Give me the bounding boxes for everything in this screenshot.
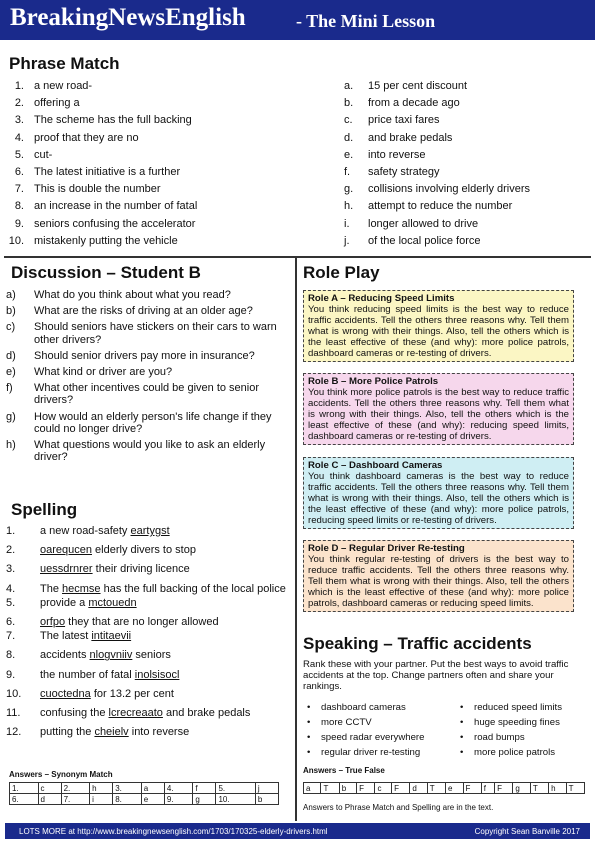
question-letter: g) bbox=[6, 410, 16, 423]
answer-cell: 10. bbox=[216, 794, 255, 805]
lesson-subtitle: - The Mini Lesson bbox=[296, 11, 436, 31]
item-marker: 10. bbox=[8, 234, 24, 247]
item-marker: 5. bbox=[14, 148, 24, 161]
answer-row bbox=[10, 783, 279, 794]
ranking-text: more CCTV bbox=[321, 717, 372, 728]
item-number: 6. bbox=[6, 616, 16, 629]
tf-cell: T bbox=[530, 783, 548, 794]
role-text: You think dashboard cameras is the best way to reduce traffic accidents. Tell the others three reasons why. Tell them what is wrong with their things. Also, tell the others which is the least effective of these (and why): more police patrols, reducing speed limits or re-testing of drivers. bbox=[308, 471, 569, 526]
discussion-question bbox=[6, 366, 290, 378]
spelling-item bbox=[6, 597, 290, 609]
answer-cell: d bbox=[38, 794, 61, 805]
item-text: collisions involving elderly drivers bbox=[368, 183, 531, 196]
discussion-question bbox=[6, 321, 290, 345]
item-marker: 3. bbox=[14, 114, 24, 127]
phrase-match-item bbox=[0, 216, 197, 233]
text-before: confusing the bbox=[40, 707, 109, 720]
phrase-match-item bbox=[344, 181, 530, 198]
item-text: proof that they are no bbox=[34, 131, 139, 144]
scrambled-word: hecmse bbox=[62, 582, 101, 595]
tf-cell: T bbox=[321, 783, 339, 794]
item-marker: 9. bbox=[14, 217, 24, 230]
item-number: 10. bbox=[6, 687, 22, 700]
answer-cell: h bbox=[90, 783, 113, 794]
header-banner bbox=[0, 0, 595, 40]
text-after: and brake pedals bbox=[162, 707, 251, 720]
phrase-match-left-list bbox=[0, 78, 197, 250]
item-number: 4. bbox=[6, 582, 16, 595]
discussion-question bbox=[6, 411, 290, 435]
ranking-text: dashboard cameras bbox=[321, 702, 406, 713]
role-title: Role C – Dashboard Cameras bbox=[308, 460, 443, 471]
role-card bbox=[303, 373, 574, 445]
tf-cell: h bbox=[549, 783, 566, 794]
scrambled-word: cuoctedna bbox=[40, 687, 91, 700]
tf-cell: F bbox=[463, 783, 481, 794]
question-letter: e) bbox=[6, 366, 16, 379]
scrambled-word: oarequcen bbox=[40, 544, 92, 557]
text-before: the number of fatal bbox=[40, 668, 135, 681]
phrase-match-item bbox=[344, 130, 530, 147]
spelling-item bbox=[6, 688, 290, 700]
item-text: of the local police force bbox=[368, 234, 481, 247]
role-card bbox=[303, 540, 574, 612]
item-marker: g. bbox=[344, 183, 354, 196]
discussion-question bbox=[6, 305, 290, 317]
item-marker: e. bbox=[344, 148, 354, 161]
spelling-item bbox=[6, 707, 290, 719]
vertical-divider bbox=[295, 258, 297, 821]
answer-cell: 9. bbox=[164, 794, 193, 805]
item-text: The scheme has the full backing bbox=[34, 114, 192, 127]
synonym-answers-title: Answers – Synonym Match bbox=[9, 770, 113, 779]
tf-row bbox=[304, 783, 585, 794]
bullet-icon: • bbox=[307, 717, 311, 728]
ranking-item bbox=[307, 730, 424, 745]
tf-cell: F bbox=[495, 783, 513, 794]
spelling-item bbox=[6, 525, 290, 537]
footer-bar bbox=[5, 823, 590, 839]
item-number: 11. bbox=[6, 707, 21, 720]
role-text: You think more police patrols is the best way to reduce traffic accidents. Tell the others three reasons why. Tell them what is wrong with their things. Also, tell the others which is the least effective of these (and why): reducing speed limits, dashboard cameras or re-testing of drivers. bbox=[308, 387, 569, 442]
answer-cell: 3. bbox=[113, 783, 142, 794]
item-number: 5. bbox=[6, 596, 16, 609]
spelling-title: Spelling bbox=[11, 500, 78, 519]
question-letter: f) bbox=[6, 382, 13, 395]
phrase-match-item bbox=[344, 233, 530, 250]
ranking-item bbox=[460, 745, 562, 760]
tf-cell: g bbox=[513, 783, 530, 794]
spelling-item bbox=[6, 726, 290, 738]
question-text: What questions would you like to ask an elderly driver? bbox=[34, 439, 266, 464]
item-text: The latest initiative is a further bbox=[34, 166, 181, 179]
text-after: their driving licence bbox=[92, 563, 190, 576]
footer-copyright: Copyright Sean Banville 2017 bbox=[474, 827, 580, 836]
item-number: 2. bbox=[6, 544, 16, 557]
text-before: provide a bbox=[40, 596, 89, 609]
phrase-match-item bbox=[344, 78, 530, 95]
phrase-match-item bbox=[0, 95, 197, 112]
question-text: What are the risks of driving at an older age? bbox=[34, 305, 253, 318]
spelling-item bbox=[6, 630, 290, 642]
tf-cell: f bbox=[481, 783, 494, 794]
item-text: price taxi fares bbox=[368, 114, 440, 127]
item-text: from a decade ago bbox=[368, 97, 460, 110]
answer-cell: 5. bbox=[216, 783, 255, 794]
item-text: offering a bbox=[34, 97, 80, 110]
item-text: an increase in the number of fatal bbox=[34, 200, 198, 213]
question-letter: d) bbox=[6, 349, 16, 362]
discussion-question bbox=[6, 439, 290, 463]
item-text: seniors confusing the accelerator bbox=[34, 217, 196, 230]
ranking-item bbox=[307, 715, 424, 730]
phrase-match-item bbox=[0, 181, 197, 198]
phrase-match-item bbox=[0, 78, 197, 95]
text-before: The latest bbox=[40, 630, 92, 643]
bullet-icon: • bbox=[460, 717, 464, 728]
answer-cell: f bbox=[193, 783, 216, 794]
scrambled-word: mctouedn bbox=[88, 596, 137, 609]
answer-cell: 4. bbox=[164, 783, 193, 794]
speaking-intro: Rank these with your partner. Put the best ways to avoid traffic accidents at the top. Change partners often and share your rankings. bbox=[303, 659, 569, 692]
bullet-icon: • bbox=[307, 732, 311, 743]
phrase-match-item bbox=[344, 164, 530, 181]
ranking-text: more police patrols bbox=[474, 747, 556, 758]
item-text: cut- bbox=[34, 148, 53, 161]
tf-cell: F bbox=[392, 783, 410, 794]
phrase-match-item bbox=[0, 164, 197, 181]
text-before: accidents bbox=[40, 649, 90, 662]
tf-cell: a bbox=[304, 783, 321, 794]
phrase-match-item bbox=[344, 198, 530, 215]
role-play-title: Role Play bbox=[303, 263, 380, 282]
answers-note: Answers to Phrase Match and Spelling are in the text. bbox=[303, 803, 494, 812]
answer-cell: g bbox=[193, 794, 216, 805]
bullet-icon: • bbox=[307, 702, 311, 713]
text-after: for 13.2 per cent bbox=[90, 687, 174, 700]
item-text: This is double the number bbox=[34, 183, 161, 196]
text-before: putting the bbox=[40, 726, 95, 739]
scrambled-word: eartygst bbox=[130, 525, 170, 537]
item-marker: a. bbox=[344, 80, 354, 92]
item-number: 9. bbox=[6, 668, 16, 681]
item-text: and brake pedals bbox=[368, 131, 453, 144]
bullet-icon: • bbox=[460, 702, 464, 713]
item-marker: d. bbox=[344, 131, 354, 144]
text-after: seniors bbox=[132, 649, 171, 662]
scrambled-word: cheielv bbox=[94, 726, 129, 739]
spelling-item bbox=[6, 649, 290, 661]
item-marker: 2. bbox=[14, 97, 24, 110]
answer-cell: j bbox=[255, 783, 278, 794]
discussion-question bbox=[6, 289, 290, 301]
speaking-list-left bbox=[307, 700, 424, 760]
scrambled-word: intitaevii bbox=[91, 630, 132, 643]
question-letter: a) bbox=[6, 289, 16, 301]
phrase-match-item bbox=[344, 95, 530, 112]
item-number: 3. bbox=[6, 563, 16, 576]
item-text: 15 per cent discount bbox=[368, 80, 468, 92]
item-text: into reverse bbox=[368, 148, 426, 161]
tf-cell: d bbox=[410, 783, 427, 794]
question-text: What other incentives could be given to senior drivers? bbox=[34, 382, 260, 407]
synonym-answers-table bbox=[9, 782, 279, 805]
answer-row bbox=[10, 794, 279, 805]
item-marker: h. bbox=[344, 200, 354, 213]
footer-link[interactable]: LOTS MORE at http://www.breakingnewsenglish.com/1703/170325-elderly-drivers.html bbox=[19, 827, 328, 836]
ranking-item bbox=[460, 700, 562, 715]
item-text: attempt to reduce the number bbox=[368, 200, 513, 213]
ranking-item bbox=[460, 730, 562, 745]
question-text: How would an elderly person's life change if they could no longer drive? bbox=[34, 410, 272, 435]
spelling-item bbox=[6, 583, 290, 595]
scrambled-word: lcrecreaato bbox=[108, 707, 163, 720]
answer-cell: 2. bbox=[61, 783, 90, 794]
true-false-answers-table bbox=[303, 782, 585, 794]
item-marker: c. bbox=[344, 114, 353, 127]
item-number: 7. bbox=[6, 630, 16, 643]
scrambled-word: nlogvniiv bbox=[89, 649, 133, 662]
answer-cell: c bbox=[38, 783, 61, 794]
answer-cell: 6. bbox=[10, 794, 39, 805]
ranking-text: huge speeding fines bbox=[474, 717, 560, 728]
ranking-item bbox=[307, 745, 424, 760]
item-marker: f. bbox=[344, 166, 351, 179]
spelling-list bbox=[6, 525, 290, 745]
item-text: a new road- bbox=[34, 80, 93, 92]
item-marker: 4. bbox=[14, 131, 24, 144]
spelling-item bbox=[6, 616, 290, 628]
item-marker: 8. bbox=[14, 200, 24, 213]
item-marker: 1. bbox=[14, 80, 24, 92]
speaking-title: Speaking – Traffic accidents bbox=[303, 634, 532, 653]
discussion-question bbox=[6, 382, 290, 406]
phrase-match-title: Phrase Match bbox=[9, 54, 120, 73]
answer-cell: a bbox=[141, 783, 164, 794]
answer-cell: 8. bbox=[113, 794, 142, 805]
question-text: Should senior drivers pay more in insurance? bbox=[34, 349, 255, 362]
spelling-item bbox=[6, 669, 290, 681]
tf-cell: e bbox=[446, 783, 463, 794]
answer-cell: i bbox=[90, 794, 113, 805]
spelling-item bbox=[6, 563, 290, 575]
tf-cell: T bbox=[566, 783, 584, 794]
role-title: Role A – Reducing Speed Limits bbox=[308, 293, 455, 304]
discussion-question bbox=[6, 350, 290, 362]
ranking-text: regular driver re-testing bbox=[321, 747, 421, 758]
ranking-text: reduced speed limits bbox=[474, 702, 562, 713]
ranking-text: road bumps bbox=[474, 732, 525, 743]
item-marker: 6. bbox=[14, 166, 24, 179]
phrase-match-item bbox=[0, 147, 197, 164]
phrase-match-right-list bbox=[344, 78, 530, 250]
role-title: Role D – Regular Driver Re-testing bbox=[308, 543, 465, 554]
role-card bbox=[303, 290, 574, 362]
scrambled-word: orfpo bbox=[40, 616, 66, 629]
speaking-list-right bbox=[460, 700, 562, 760]
question-text: Should seniors have stickers on their cars to warn other drivers? bbox=[34, 321, 277, 346]
answer-cell: b bbox=[255, 794, 278, 805]
phrase-match-item bbox=[344, 112, 530, 129]
item-marker: 7. bbox=[14, 183, 24, 196]
phrase-match-item bbox=[344, 216, 530, 233]
role-card bbox=[303, 457, 574, 529]
role-title: Role B – More Police Patrols bbox=[308, 376, 439, 387]
scrambled-word: uessdrnrer bbox=[40, 563, 93, 576]
discussion-questions bbox=[6, 289, 290, 467]
item-number: 12. bbox=[6, 726, 22, 739]
scrambled-word: inolsisocl bbox=[134, 668, 180, 681]
tf-cell: b bbox=[339, 783, 356, 794]
item-number: 8. bbox=[6, 649, 16, 662]
text-before: a new road-safety bbox=[40, 525, 131, 537]
answer-cell: e bbox=[141, 794, 164, 805]
text-after: into reverse bbox=[128, 726, 190, 739]
tf-cell: F bbox=[357, 783, 375, 794]
question-letter: b) bbox=[6, 305, 16, 318]
horizontal-divider bbox=[4, 256, 591, 258]
item-text: mistakenly putting the vehicle bbox=[34, 234, 178, 247]
bullet-icon: • bbox=[460, 747, 464, 758]
discussion-title: Discussion – Student B bbox=[11, 263, 201, 282]
item-number: 1. bbox=[6, 525, 16, 537]
phrase-match-item bbox=[0, 112, 197, 129]
ranking-item bbox=[460, 715, 562, 730]
bullet-icon: • bbox=[307, 747, 311, 758]
item-text: safety strategy bbox=[368, 166, 440, 179]
answer-cell: 1. bbox=[10, 783, 39, 794]
phrase-match-item bbox=[0, 198, 197, 215]
question-letter: h) bbox=[6, 439, 16, 452]
tf-cell: c bbox=[375, 783, 392, 794]
question-text: What kind or driver are you? bbox=[34, 366, 173, 379]
tf-cell: T bbox=[427, 783, 445, 794]
text-before: The bbox=[40, 582, 63, 595]
question-letter: c) bbox=[6, 321, 16, 334]
item-marker: j. bbox=[344, 234, 350, 247]
brand-title: BreakingNewsEnglish bbox=[10, 4, 246, 31]
bullet-icon: • bbox=[460, 732, 464, 743]
item-marker: b. bbox=[344, 97, 354, 110]
role-text: You think reducing speed limits is the best way to reduce traffic accidents. Tell the others three reasons why. Tell them what is wrong with their things. Also, tell the others which is the least effective of these (and why): more police patrols, dashboard cameras or re-testing of drivers. bbox=[308, 304, 569, 359]
spelling-item bbox=[6, 544, 290, 556]
role-text: You think regular re-testing of drivers is the best way to reduce traffic accidents. Tell the others three reasons why. Tell them what is wrong with their things. Also, tell the others which is the least effective of these (and why): more police patrols, dashboard cameras or reducing speed limits. bbox=[308, 554, 569, 609]
question-text: What do you think about what you read? bbox=[34, 289, 231, 301]
phrase-match-item bbox=[0, 130, 197, 147]
answer-cell: 7. bbox=[61, 794, 90, 805]
true-false-answers-title: Answers – True False bbox=[303, 766, 385, 775]
text-after: they that are no longer allowed bbox=[65, 616, 219, 629]
item-text: longer allowed to drive bbox=[368, 217, 479, 230]
ranking-text: speed radar everywhere bbox=[321, 732, 425, 743]
phrase-match-item bbox=[344, 147, 530, 164]
ranking-item bbox=[307, 700, 424, 715]
text-after: has the full backing of the local police bbox=[100, 582, 286, 595]
item-marker: i. bbox=[344, 217, 350, 230]
phrase-match-item bbox=[0, 233, 197, 250]
text-after: elderly divers to stop bbox=[92, 544, 196, 557]
